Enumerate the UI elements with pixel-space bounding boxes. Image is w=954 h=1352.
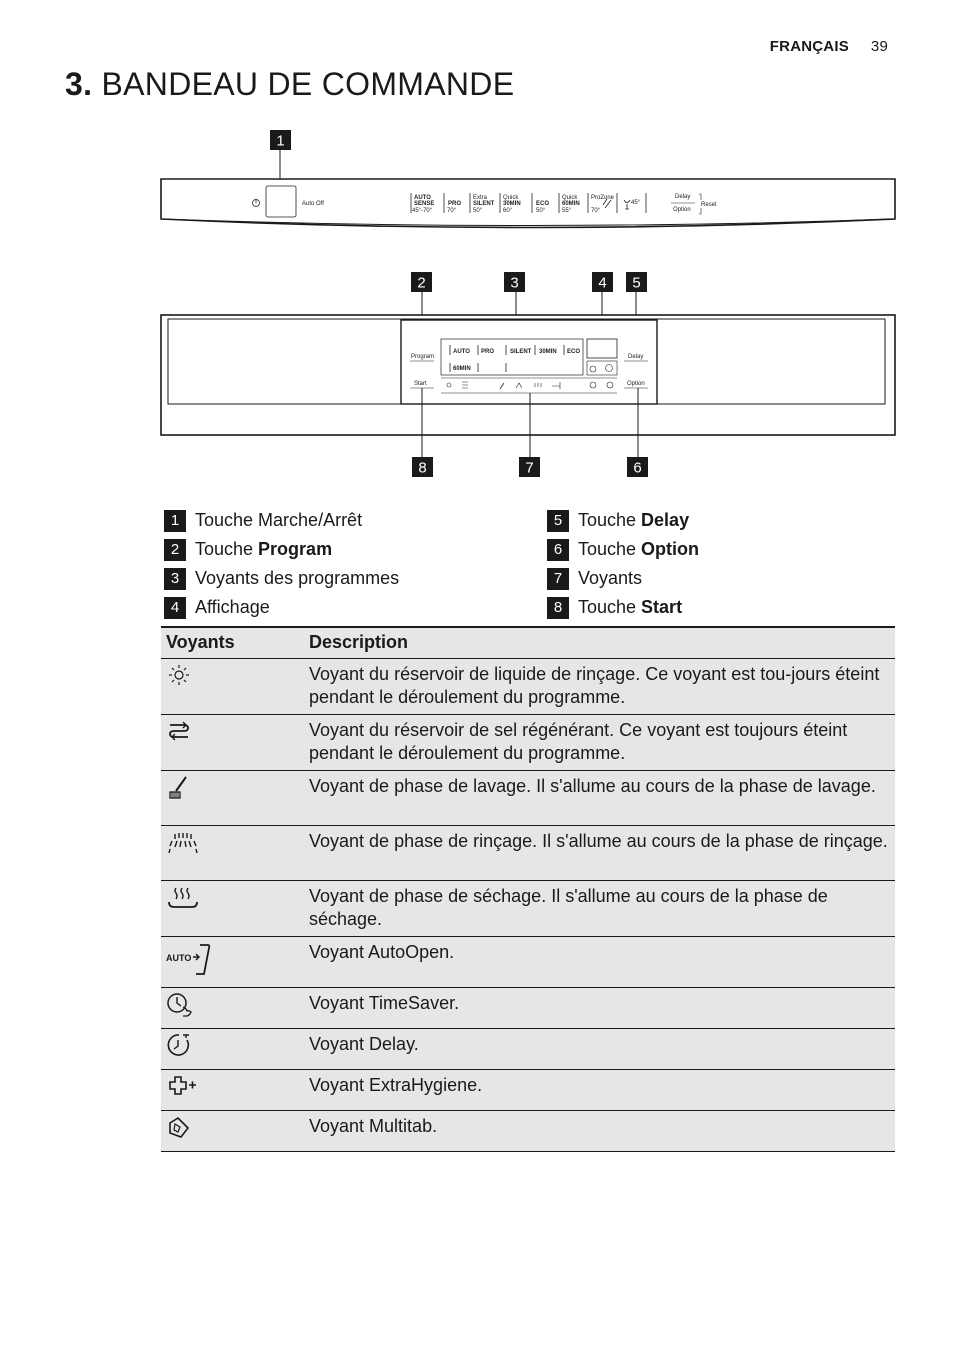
svg-text:2: 2: [417, 274, 426, 292]
section-title-text: BANDEAU DE COMMANDE: [101, 66, 515, 102]
table-row: [161, 771, 895, 826]
row-description: Voyant AutoOpen.: [304, 937, 895, 988]
svg-text:1: 1: [276, 132, 285, 150]
page-number: 39: [870, 38, 888, 55]
svg-text:Program: Program: [411, 354, 435, 360]
legend-bold: Start: [641, 597, 683, 617]
callout-1: [270, 130, 291, 186]
svg-text:30MIN: 30MIN: [503, 201, 521, 207]
top-panel: [161, 179, 895, 228]
svg-text:SILENT: SILENT: [510, 349, 532, 355]
control-panel-figure: [0, 0, 954, 500]
svg-text:Extra: Extra: [473, 195, 488, 201]
row-description: Voyant TimeSaver.: [304, 988, 895, 1029]
row-description: Voyant de phase de lavage. Il s'allume au cours de la phase de lavage.: [304, 771, 895, 826]
svg-text:Quick: Quick: [503, 195, 519, 201]
svg-text:ProZone: ProZone: [591, 195, 615, 201]
on-off-button: [266, 186, 296, 217]
multitab-icon: [166, 1115, 196, 1141]
row-description: Voyant du réservoir de liquide de rinçage. Ce voyant est tou-jours éteint pendant le déroulement du programme.: [304, 659, 895, 715]
table-row: [161, 1070, 895, 1111]
table-header-row: [161, 627, 895, 659]
svg-text:Quick: Quick: [562, 195, 578, 201]
legend-text: Touche: [578, 510, 637, 530]
svg-text:ECO: ECO: [536, 201, 550, 207]
legend-item: [164, 593, 399, 622]
header-description: Description: [304, 627, 895, 659]
legend-text: Voyants: [578, 568, 643, 588]
legend-number: 6: [547, 539, 569, 561]
legend-number: 8: [547, 597, 569, 619]
legend-text: Touche: [195, 539, 254, 559]
svg-text:Reset: Reset: [701, 202, 717, 208]
legend-number: 3: [164, 568, 186, 590]
legend-item: [164, 564, 399, 593]
legend-item: [164, 506, 399, 535]
delay-icon: [166, 1033, 196, 1059]
svg-text:60MIN: 60MIN: [562, 201, 580, 207]
svg-text:Delay: Delay: [675, 194, 691, 200]
legend-right-column: [547, 506, 699, 622]
row-description: Voyant Multitab.: [304, 1111, 895, 1152]
svg-text:7: 7: [525, 459, 534, 477]
extrahygiene-icon: [166, 1074, 198, 1100]
legend-number: 7: [547, 568, 569, 590]
salt-icon: [166, 719, 194, 743]
drying-phase-icon: [166, 885, 200, 911]
svg-text:SENSE: SENSE: [414, 201, 435, 207]
legend-text: Touche: [578, 597, 637, 617]
svg-text:AUTO: AUTO: [166, 953, 192, 963]
legend-text: Affichage: [195, 597, 270, 617]
indicator-table: [161, 626, 895, 1152]
header-voyants: Voyants: [161, 627, 304, 659]
svg-text:70°: 70°: [447, 208, 457, 214]
svg-text:70°: 70°: [591, 208, 601, 214]
legend-bold: Program: [258, 539, 333, 559]
svg-text:5: 5: [632, 274, 641, 292]
svg-text:PRO: PRO: [448, 201, 462, 207]
table-row: [161, 715, 895, 771]
svg-text:45°: 45°: [631, 200, 641, 206]
svg-text:Auto Off: Auto Off: [302, 201, 324, 207]
row-description: Voyant ExtraHygiene.: [304, 1070, 895, 1111]
legend-number: 4: [164, 597, 186, 619]
rinse-aid-icon: [166, 663, 194, 687]
row-description: Voyant de phase de rinçage. Il s'allume au cours de la phase de rinçage.: [304, 826, 895, 881]
row-description: Voyant du réservoir de sel régénérant. Ce voyant est toujours éteint pendant le déroulement du programme.: [304, 715, 895, 771]
legend-text: Touche Marche/Arrêt: [195, 510, 363, 530]
svg-text:Start: Start: [414, 381, 427, 387]
svg-text:55°: 55°: [562, 208, 572, 214]
legend-number: 5: [547, 510, 569, 532]
svg-text:AUTO: AUTO: [453, 349, 470, 355]
table-row: [161, 1111, 895, 1152]
legend-item: [547, 564, 699, 593]
section-number: 3.: [65, 66, 93, 102]
autoopen-icon: [166, 941, 216, 977]
legend-left-column: [164, 506, 399, 622]
legend-bold: Option: [641, 539, 700, 559]
rinse-phase-icon: [166, 830, 200, 856]
legend-number: 1: [164, 510, 186, 532]
wash-phase-icon: [166, 775, 194, 801]
header-language: FRANÇAIS: [769, 38, 849, 55]
table-row: [161, 937, 895, 988]
front-panel: [161, 315, 895, 435]
svg-text:6: 6: [633, 459, 642, 477]
table-row: [161, 988, 895, 1029]
svg-text:45°-70°: 45°-70°: [412, 208, 433, 214]
svg-text:Delay: Delay: [628, 354, 644, 360]
table-row: [161, 881, 895, 937]
svg-text:50°: 50°: [473, 208, 483, 214]
svg-text:60°: 60°: [503, 208, 513, 214]
svg-text:SILENT: SILENT: [473, 201, 495, 207]
svg-text:30MIN: 30MIN: [539, 349, 557, 355]
table-row: [161, 826, 895, 881]
legend-item: [547, 506, 699, 535]
row-description: Voyant Delay.: [304, 1029, 895, 1070]
legend-bold: Delay: [641, 510, 690, 530]
svg-text:Option: Option: [673, 207, 691, 213]
timesaver-icon: [166, 992, 196, 1018]
table-row: [161, 659, 895, 715]
svg-text:4: 4: [598, 274, 607, 292]
legend-item: [164, 535, 399, 564]
svg-text:60MIN: 60MIN: [453, 366, 471, 372]
svg-text:3: 3: [510, 274, 519, 292]
legend-text: Voyants des programmes: [195, 568, 400, 588]
svg-text:Option: Option: [627, 381, 645, 387]
table-row: [161, 1029, 895, 1070]
svg-text:50°: 50°: [536, 208, 546, 214]
svg-text:PRO: PRO: [481, 349, 495, 355]
row-description: Voyant de phase de séchage. Il s'allume au cours de la phase de séchage.: [304, 881, 895, 937]
svg-text:AUTO: AUTO: [414, 195, 431, 201]
svg-text:ECO: ECO: [567, 349, 581, 355]
svg-text:8: 8: [418, 459, 427, 477]
legend-item: [547, 593, 699, 622]
legend-item: [547, 535, 699, 564]
legend-number: 2: [164, 539, 186, 561]
legend-text: Touche: [578, 539, 637, 559]
